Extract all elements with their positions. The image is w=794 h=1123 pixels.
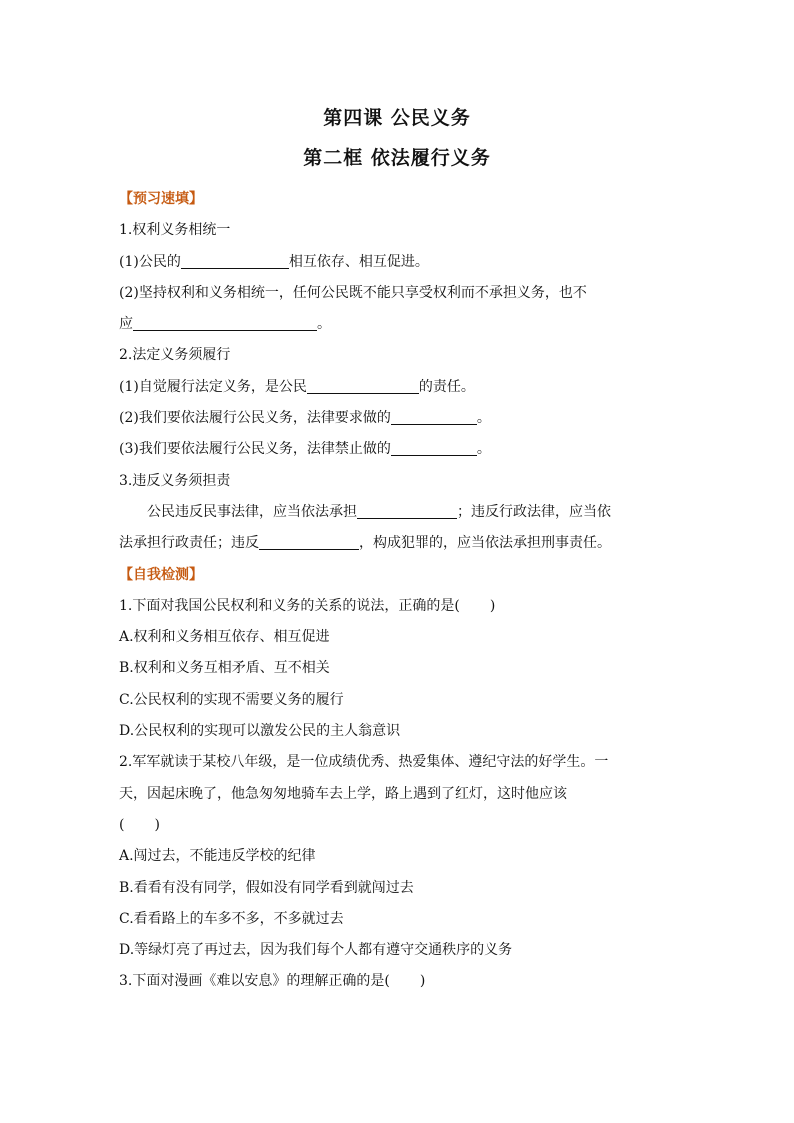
- fill-line-3: (1)自觉履行法定义务，是公民 的责任。: [119, 378, 475, 395]
- fill-blank: [391, 439, 477, 456]
- fill-blank: [181, 252, 289, 269]
- fill-blank: [133, 314, 317, 331]
- fill-line-5: (3)我们要依法履行公民义务，法律禁止做的 。: [119, 441, 491, 458]
- fill-paragraph-line-2: 法承担行政责任；违反 ，构成犯罪的，应当依法承担刑事责任。: [119, 535, 611, 552]
- fill-line-2b: 应 。: [119, 316, 331, 333]
- fill-line-2a: (2)坚持权利和义务相统一，任何公民既不能只享受权利而不承担义务，也不: [119, 284, 587, 301]
- fill-line-4: (2)我们要依法履行公民义务，法律要求做的 。: [119, 410, 491, 427]
- fill-line-1: (1)公民的 相互依存、相互促进。: [119, 253, 429, 270]
- item-heading-3: 3.违反义务须担责: [119, 472, 231, 489]
- fill-paragraph-line-1: 公民违反民事法律，应当依法承担 ；违反行政法律，应当依: [147, 503, 611, 520]
- fill-blank: [307, 377, 419, 394]
- question-1-stem: 1.下面对我国公民权利和义务的关系的说法，正确的是( ): [119, 597, 496, 614]
- fill-blank: [391, 408, 477, 425]
- page-subtitle: 第二框 依法履行义务: [303, 147, 491, 169]
- question-2-option-b: B.看看有没有同学，假如没有同学看到就闯过去: [119, 879, 414, 896]
- question-2-stem-line-3: ( ): [119, 816, 160, 833]
- question-2-option-d: D.等绿灯亮了再过去，因为我们每个人都有遵守交通秩序的义务: [119, 942, 513, 959]
- page-title: 第四课 公民义务: [323, 107, 471, 129]
- item-heading-1: 1.权利义务相统一: [119, 222, 231, 239]
- question-2-stem-line-1: 2.军军就读于某校八年级，是一位成绩优秀、热爱集体、遵纪守法的好学生。一: [119, 754, 609, 771]
- question-1-option-b: B.权利和义务互相矛盾、互不相关: [119, 660, 330, 677]
- item-heading-2: 2.法定义务须履行: [119, 347, 231, 364]
- question-2-stem-line-2: 天，因起床晚了，他急匆匆地骑车去上学，路上遇到了红灯，这时他应该: [119, 785, 567, 802]
- question-3-stem: 3.下面对漫画《难以安息》的理解正确的是( ): [119, 973, 426, 990]
- section-heading-preview: 【预习速填】: [119, 191, 203, 207]
- section-heading-selfcheck: 【自我检测】: [119, 566, 203, 583]
- question-1-option-d: D.公民权利的实现可以激发公民的主人翁意识: [119, 723, 401, 740]
- question-1-option-a: A.权利和义务相互依存、相互促进: [119, 629, 330, 646]
- question-2-option-c: C.看看路上的车多不多，不多就过去: [119, 910, 344, 927]
- fill-blank: [259, 533, 359, 550]
- question-2-option-a: A.闯过去，不能违反学校的纪律: [119, 848, 316, 865]
- document-body: [119, 184, 675, 998]
- fill-blank: [357, 502, 457, 519]
- question-1-option-c: C.公民权利的实现不需要义务的履行: [119, 691, 344, 708]
